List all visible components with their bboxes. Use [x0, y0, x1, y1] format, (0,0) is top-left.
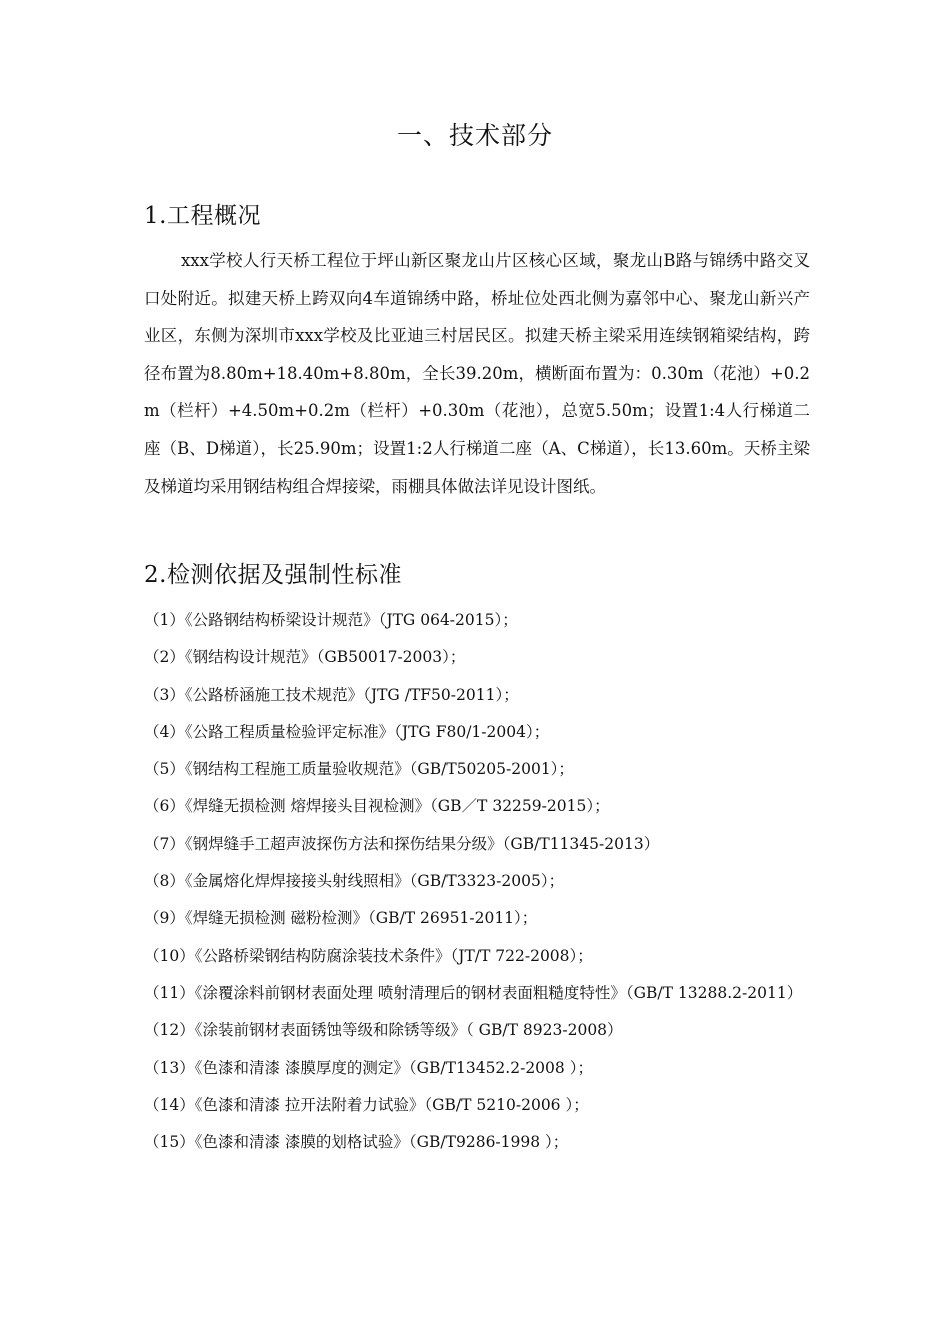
overview-paragraph: xxx学校人行天桥工程位于坪山新区聚龙山片区核心区域，聚龙山B路与锦绣中路交叉口处附近。拟建天桥上跨双向4车道锦绣中路，桥址位处西北侧为嘉邻中心、聚龙山新兴产业区，东侧为深圳市xxx学校及比亚迪三村居民区。拟建天桥主梁采用连续钢箱梁结构，跨径布置为8.80m+18.40m+8.80m，全长39.20m，横断面布置为：0.30m（花池）+0.2m（栏杆）+4.50m+0.2m（栏杆）+0.30m（花池），总宽5.50m；设置1:4人行梯道二座（B、D梯道），长25.90m；设置1:2人行梯道二座（A、C梯道），长13.60m。天桥主梁及梯道均采用钢结构组合焊接梁，雨棚具体做法详见设计图纸。	[144, 251, 810, 496]
list-item: （15）《色漆和清漆 漆膜的划格试验》（GB/T9286-1998 ）；	[144, 1133, 569, 1152]
section-heading-overview: 1.工程概况	[144, 203, 261, 229]
list-item: （9）《焊缝无损检测 磁粉检测》（GB/T 26951-2011）；	[144, 909, 538, 928]
section-heading-standards: 2.检测依据及强制性标准	[144, 562, 402, 588]
list-item: （3）《公路桥涵施工技术规范》（JTG /TF50-2011）；	[144, 685, 519, 704]
list-item: （11）《涂覆涂料前钢材表面处理 喷射清理后的钢材表面粗糙度特性》（GB/T 13288.2-2011）	[144, 983, 803, 1002]
list-item: （6）《焊缝无损检测 熔焊接头目视检测》（GB／T 32259-2015）；	[144, 797, 610, 816]
list-item: （4）《公路工程质量检验评定标准》（JTG F80/1-2004）；	[144, 722, 550, 741]
list-item: （8）《金属熔化焊焊接接头射线照相》（GB/T3323-2005）；	[144, 872, 565, 891]
list-item: （14）《色漆和清漆 拉开法附着力试验》（GB/T 5210-2006 ）；	[144, 1095, 589, 1114]
list-item: （1）《公路钢结构桥梁设计规范》（JTG 064-2015）；	[144, 611, 518, 629]
list-item: （2）《钢结构设计规范》（GB50017-2003）；	[144, 648, 466, 667]
list-item: （10）《公路桥梁钢结构防腐涂装技术条件》（JT/T 722-2008）；	[144, 946, 593, 965]
list-item: （5）《钢结构工程施工质量验收规范》（GB/T50205-2001）；	[144, 760, 574, 779]
list-item: （13）《色漆和清漆 漆膜厚度的测定》（GB/T13452.2-2008 ）；	[144, 1058, 593, 1077]
list-item: （7）《钢焊缝手工超声波探伤方法和探伤结果分级》（GB/T11345-2013）	[144, 834, 660, 853]
standards-list	[144, 602, 810, 1161]
document-title: 一、技术部分	[396, 121, 553, 150]
list-item: （12）《涂装前钢材表面锈蚀等级和除锈等级》（ GB/T 8923-2008）	[144, 1021, 623, 1040]
